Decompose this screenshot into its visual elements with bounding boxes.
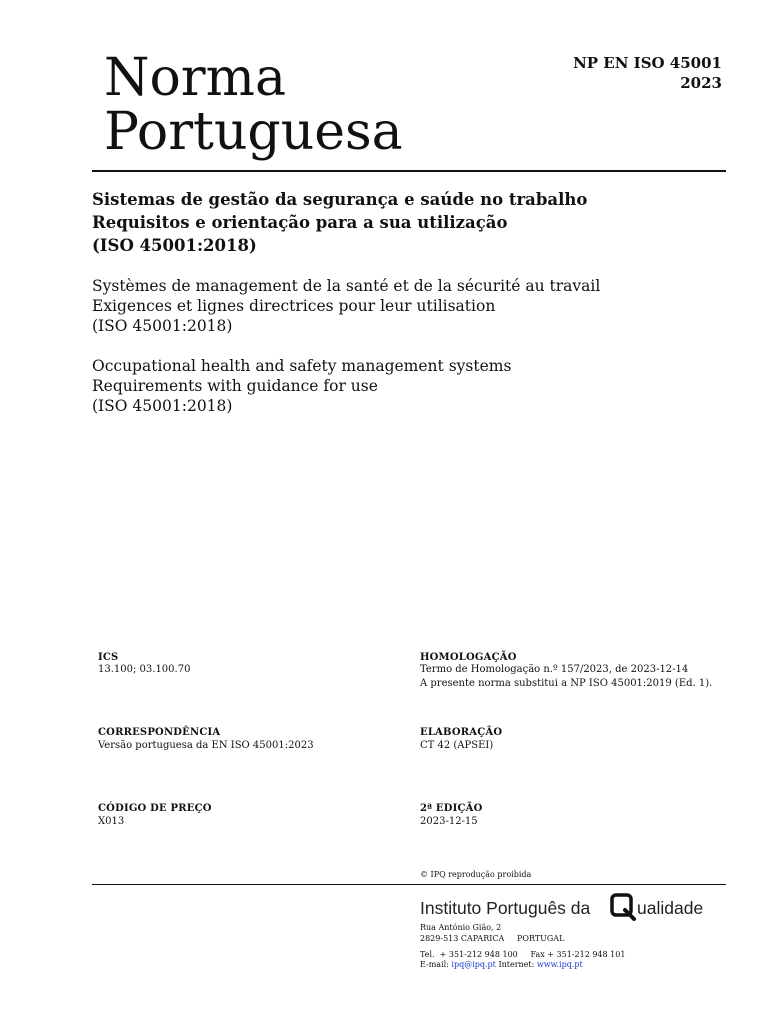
pt-title-line1: Sistemas de gestão da segurança e saúde no trabalho: [92, 190, 588, 209]
pt-title-line3: (ISO 45001:2018): [92, 236, 257, 255]
codigo-preco-label: CÓDIGO DE PREÇO: [98, 803, 212, 814]
correspondencia-label: CORRESPONDÊNCIA: [98, 727, 221, 738]
document-title-line1: Norma: [104, 48, 286, 108]
standard-year: 2023: [680, 74, 722, 92]
contact-line: [420, 960, 583, 971]
address-line2: 2829-513 CAPARICA PORTUGAL: [420, 934, 565, 943]
codigo-preco-value: X013: [98, 816, 125, 827]
header-divider: [92, 170, 726, 172]
institute-name-suffix: ualidade: [637, 898, 704, 918]
homologacao-label: HOMOLOGAÇÃO: [420, 652, 517, 663]
homologacao-line2: A presente norma substitui a NP ISO 45001:2019 (Ed. 1).: [420, 678, 713, 689]
edicao-value: 2023-12-15: [420, 816, 478, 827]
ics-label: ICS: [98, 652, 119, 663]
homologacao-line1: Termo de Homologação n.º 157/2023, de 2023-12-14: [420, 664, 689, 675]
edicao-label: 2ª EDIÇÃO: [420, 803, 483, 814]
pt-title-line2: Requisitos e orientação para a sua utilização: [92, 213, 508, 232]
footer-divider: [92, 884, 726, 885]
fr-title-line1: Systèmes de management de la santé et de la sécurité au travail: [92, 277, 601, 295]
email-label: E-mail:: [420, 960, 449, 969]
fr-title-line3: (ISO 45001:2018): [92, 317, 233, 335]
ipq-q-logo-icon: [610, 893, 636, 921]
fr-title-line2: Exigences et lignes directrices pour leur utilisation: [92, 297, 496, 315]
internet-label: Internet:: [498, 960, 535, 969]
phone-fax: Tel. + 351-212 948 100 Fax + 351-212 948 101: [420, 950, 626, 959]
ics-value: 13.100; 03.100.70: [98, 664, 191, 675]
en-title-line1: Occupational health and safety management systems: [92, 357, 512, 375]
document-title-line2: Portuguesa: [104, 102, 403, 162]
elaboracao-value: CT 42 (APSEI): [420, 740, 494, 751]
address-line1: Rua António Gião, 2: [420, 923, 502, 932]
email-link[interactable]: ipq@ipq.pt: [451, 960, 496, 969]
standard-number: NP EN ISO 45001: [573, 54, 722, 72]
en-title-line2: Requirements with guidance for use: [92, 377, 378, 395]
copyright-notice: © IPQ reprodução proibida: [420, 870, 532, 879]
website-link[interactable]: www.ipq.pt: [536, 960, 583, 969]
correspondencia-value: Versão portuguesa da EN ISO 45001:2023: [98, 740, 314, 751]
institute-name-prefix: Instituto Português da: [420, 898, 591, 918]
en-title-line3: (ISO 45001:2018): [92, 397, 233, 415]
elaboracao-label: ELABORAÇÃO: [420, 727, 503, 738]
